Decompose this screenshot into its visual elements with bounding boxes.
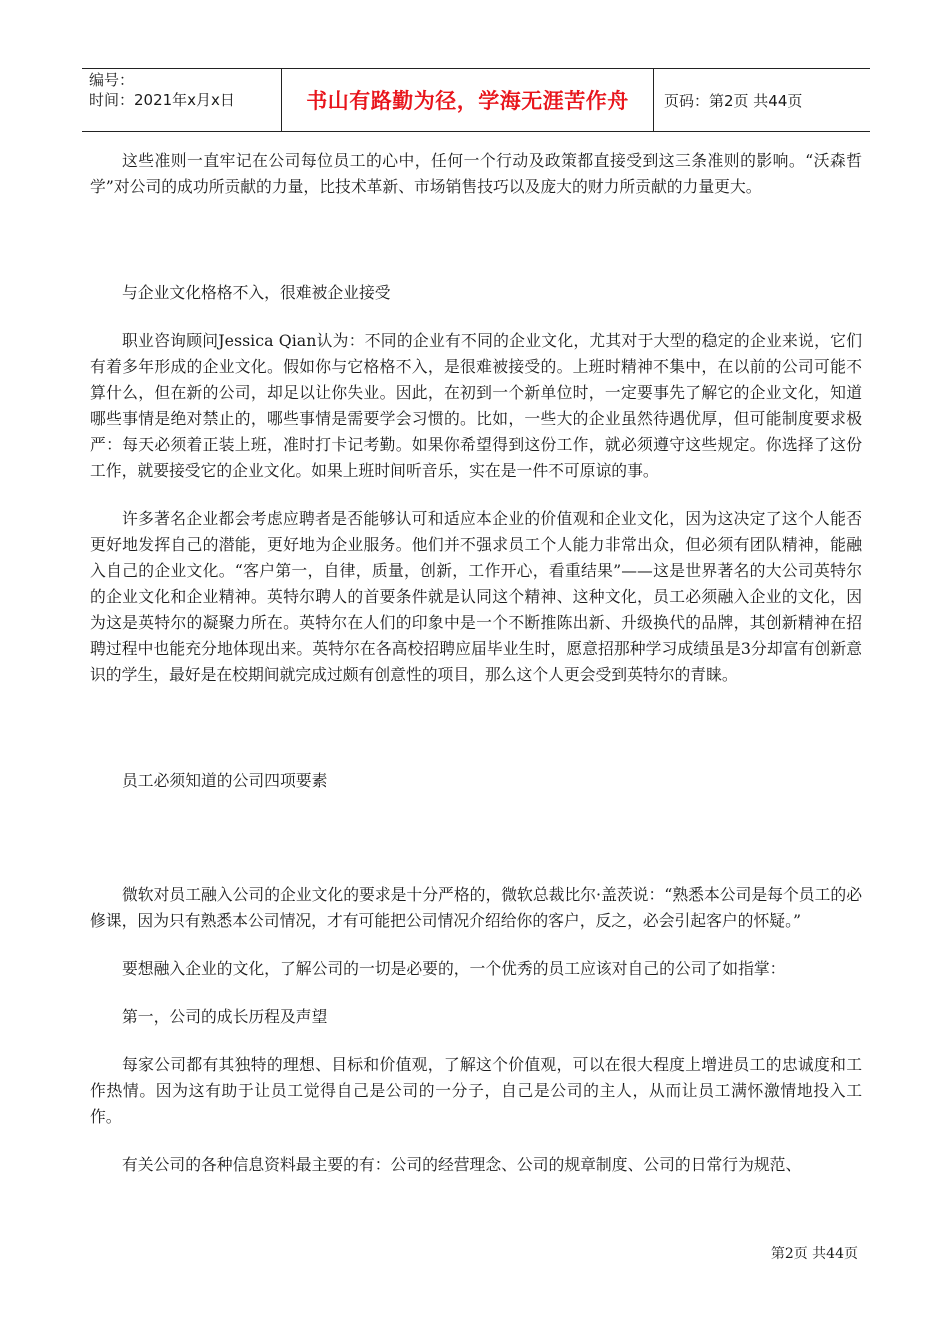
header-meta-cell	[82, 69, 282, 131]
document-body	[90, 148, 862, 1178]
page-header	[82, 68, 870, 132]
page-footer: 第2页 共44页	[770, 1246, 858, 1262]
document-number-label: 编号：	[89, 71, 135, 89]
paragraph: 这些准则一直牢记在公司每位员工的心中，任何一个行动及政策都直接受到这三条准则的影响。“沃森哲学”对公司的成功所贡献的力量，比技术革新、市场销售技巧以及庞大的财力所贡献的力量更大。	[90, 151, 862, 196]
document-date: 时间：2021年x月x日	[89, 91, 235, 109]
paragraph: 职业咨询顾问Jessica Qian认为：不同的企业有不同的企业文化，尤其对于大型的稳定的企业来说，它们有着多年形成的企业文化。假如你与它格格不入，是很难被接受的。上班时精神不集中，在以前的公司可能不算什么，但在新的公司，却足以让你失业。因此，在初到一个新单位时，一定要事先了解它的企业文化，知道哪些事情是绝对禁止的，哪些事情是需要学会习惯的。比如，一些大的企业虽然待遇优厚，但可能制度要求极严：每天必须着正装上班，准时打卡记考勤。如果你希望得到这份工作，就必须遵守这些规定。你选择了这份工作，就要接受它的企业文化。如果上班时间听音乐，实在是一件不可原谅的事。	[90, 331, 862, 480]
paragraph: 有关公司的各种信息资料最主要的有：公司的经营理念、公司的规章制度、公司的日常行为规范、	[122, 1155, 802, 1174]
paragraph: 微软对员工融入公司的企业文化的要求是十分严格的，微软总裁比尔·盖茨说：“熟悉本公司是每个员工的必修课，因为只有熟悉本公司情况，才有可能把公司情况介绍给你的客户，反之，必会引起客户的怀疑。”	[90, 885, 862, 930]
header-page-number: 页码：第2页 共44页	[664, 91, 803, 110]
paragraph: 每家公司都有其独特的理想、目标和价值观，了解这个价值观，可以在很大程度上增进员工的忠诚度和工作热情。因为这有助于让员工觉得自己是公司的一分子，自己是公司的主人，从而让员工满怀激情地投入工作。	[90, 1055, 862, 1126]
section-heading: 与企业文化格格不入，很难被企业接受	[122, 283, 391, 302]
header-motto: 书山有路勤为径，学海无涯苦作舟	[282, 69, 654, 131]
paragraph: 要想融入企业的文化，了解公司的一切是必要的，一个优秀的员工应该对自己的公司了如指掌：	[122, 959, 786, 978]
section-heading: 员工必须知道的公司四项要素	[122, 771, 328, 790]
list-heading: 第一，公司的成长历程及声望	[122, 1007, 328, 1026]
paragraph: 许多著名企业都会考虑应聘者是否能够认可和适应本企业的价值观和企业文化，因为这决定了这个人能否更好地发挥自己的潜能，更好地为企业服务。他们并不强求员工个人能力非常出众，但必须有团队精神，能融入自己的企业文化。“客户第一，自律，质量，创新，工作开心，看重结果”——这是世界著名的大公司英特尔的企业文化和企业精神。英特尔聘人的首要条件就是认同这个精神、这种文化，员工必须融入企业的文化，因为这是英特尔的凝聚力所在。英特尔在人们的印象中是一个不断推陈出新、升级换代的品牌，其创新精神在招聘过程中也能充分地体现出来。英特尔在各高校招聘应届毕业生时，愿意招那种学习成绩虽是3分却富有创新意识的学生，最好是在校期间就完成过颇有创意性的项目，那么这个人更会受到英特尔的青睐。	[90, 509, 862, 684]
